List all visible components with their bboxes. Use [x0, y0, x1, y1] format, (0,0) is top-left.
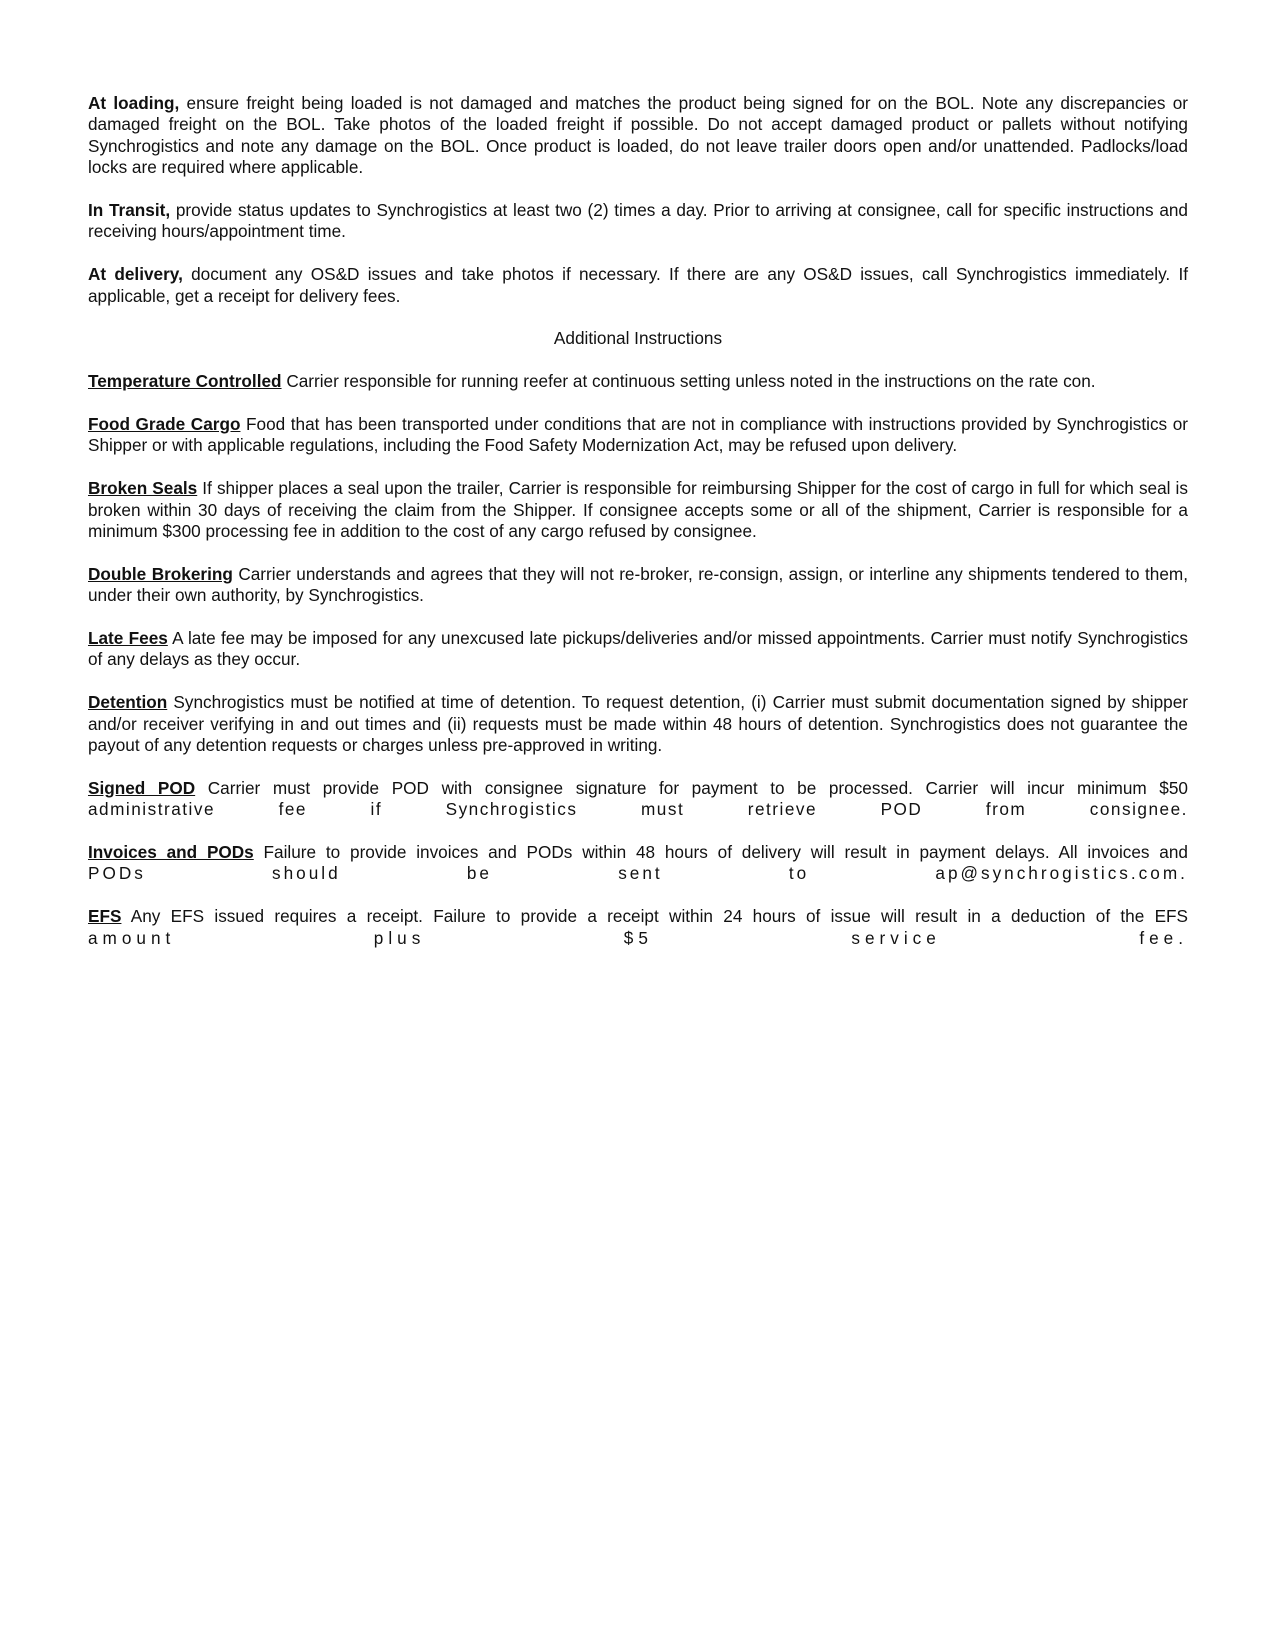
invoices-word: PODs — [88, 863, 146, 884]
late-fees-heading: Late Fees — [88, 628, 168, 649]
at-delivery-paragraph — [88, 264, 1188, 307]
efs-word: $5 — [623, 927, 653, 948]
at-loading-text: ensure freight being loaded is not damaged and matches the product being signed for on the BOL. Note any discrepancies or damaged freight on the BOL. Take photos of the loaded freight if possible. Do not accept damaged product or pallets without notifying Synchrogistics and note any damage on the BOL. Once product is loaded, do not leave trailer doors open and/or unattended. Padlocks/load locks are required where applicable. — [88, 93, 1188, 178]
additional-instructions-heading: Additional Instructions — [553, 328, 723, 349]
food-grade-cargo-text: Food that has been transported under conditions that are not in compliance with instructions provided by Synchrogistics or Shipper or with applicable regulations, including the Food Safety Modernization Act, may be refused upon delivery. — [88, 414, 1188, 456]
efs-text: Any EFS issued requires a receipt. Failure to provide a receipt within 24 hours of issue will result in a deduction of the EFS — [121, 906, 1188, 927]
invoices-last-line — [88, 863, 1188, 884]
signed-pod-first-line — [88, 778, 1188, 799]
at-loading-paragraph — [88, 93, 1188, 179]
broken-seals-paragraph — [88, 478, 1188, 542]
late-fees-text: A late fee may be imposed for any unexcused late pickups/deliveries and/or missed appointments. Carrier must notify Synchrogistics of any delays as they occur. — [88, 628, 1188, 670]
in-transit-text: provide status updates to Synchrogistics at least two (2) times a day. Prior to arriving at consignee, call for specific instructions and receiving hours/appointment time. — [88, 200, 1188, 242]
efs-last-line — [88, 928, 1188, 949]
invoices-first-line — [88, 842, 1188, 863]
food-grade-cargo-paragraph — [88, 414, 1188, 457]
at-loading-lead: At loading, — [88, 93, 180, 113]
efs-word: plus — [373, 927, 426, 948]
signed-pod-word: if — [370, 799, 383, 820]
in-transit-paragraph — [88, 200, 1188, 243]
efs-word: fee. — [1139, 927, 1188, 948]
signed-pod-word: Synchrogistics — [445, 799, 578, 820]
efs-heading: EFS — [88, 906, 122, 927]
signed-pod-last-line — [88, 799, 1188, 820]
invoices-and-pods-heading: Invoices and PODs — [88, 842, 254, 863]
detention-paragraph — [88, 692, 1188, 756]
invoices-word: to — [788, 863, 810, 884]
detention-text: Synchrogistics must be notified at time of detention. To request detention, (i) Carrier must submit documentation signed by shipper and/or receiver verifying in and out times and (ii) requests must be made within 48 hours of detention. Synchrogistics does not guarantee the payout of any detention requests or charges unless pre-approved in writing. — [88, 692, 1188, 756]
invoices-word: should — [272, 863, 341, 884]
double-brokering-heading: Double Brokering — [88, 563, 233, 584]
invoices-word: be — [466, 863, 492, 884]
signed-pod-word: from — [985, 799, 1027, 820]
signed-pod-word: retrieve — [747, 799, 818, 820]
detention-heading: Detention — [88, 692, 168, 713]
signed-pod-word: administrative — [88, 799, 216, 820]
efs-paragraph — [88, 906, 1188, 949]
food-grade-cargo-heading: Food Grade Cargo — [88, 414, 241, 435]
broken-seals-heading: Broken Seals — [88, 478, 198, 499]
in-transit-lead: In Transit, — [88, 200, 171, 221]
temperature-controlled-paragraph — [88, 371, 1188, 392]
signed-pod-heading: Signed POD — [88, 777, 196, 798]
late-fees-paragraph — [88, 628, 1188, 671]
signed-pod-word: fee — [278, 799, 307, 820]
signed-pod-text: Carrier must provide POD with consignee signature for payment to be processed. Carrier will incur minimum $50 — [195, 777, 1188, 798]
signed-pod-word: POD — [880, 799, 923, 820]
invoices-and-pods-text: Failure to provide invoices and PODs within 48 hours of delivery will result in payment delays. All invoices and — [253, 842, 1188, 863]
instructions-page — [88, 93, 1188, 970]
email-address: ap@synchrogistics.com. — [935, 863, 1188, 884]
temperature-controlled-text: Carrier responsible for running reefer at continuous setting unless noted in the instructions on the rate con. — [281, 371, 1096, 392]
broken-seals-text: If shipper places a seal upon the trailer, Carrier is responsible for reimbursing Shipper for the cost of cargo in full for which seal is broken within 30 days of receiving the claim from the Shipper. If consignee accepts some or all of the shipment, Carrier is responsible for a minimum $300 processing fee in addition to the cost of any cargo refused by consignee. — [88, 478, 1188, 542]
double-brokering-text: Carrier understands and agrees that they will not re-broker, re-consign, assign, or interline any shipments tendered to them, under their own authority, by Synchrogistics. — [88, 563, 1188, 606]
at-delivery-text: document any OS&D issues and take photos if necessary. If there are any OS&D issues, call Synchrogistics immediately. If applicable, get a receipt for delivery fees. — [88, 264, 1188, 306]
efs-first-line — [88, 906, 1188, 927]
double-brokering-paragraph — [88, 564, 1188, 607]
efs-word: service — [851, 927, 941, 948]
signed-pod-word: consignee. — [1089, 799, 1188, 820]
invoices-word: sent — [618, 863, 663, 884]
efs-word: amount — [88, 927, 176, 948]
at-delivery-lead: At delivery, — [88, 264, 183, 285]
signed-pod-word: must — [640, 799, 685, 820]
invoices-and-pods-paragraph — [88, 842, 1188, 885]
signed-pod-paragraph — [88, 778, 1188, 821]
temperature-controlled-heading: Temperature Controlled — [88, 371, 282, 392]
